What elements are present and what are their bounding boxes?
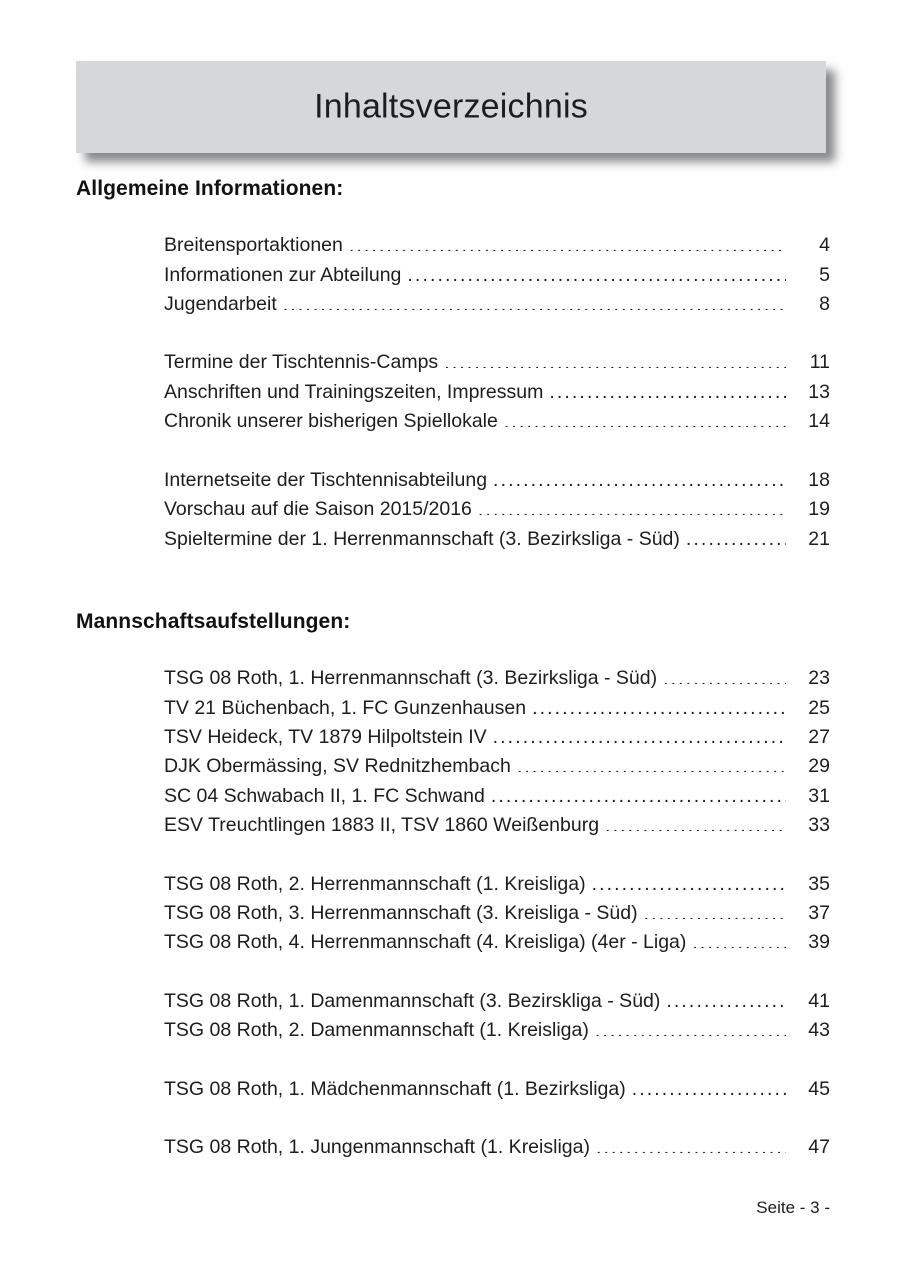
footer-page-number: Seite - 3 - — [756, 1198, 830, 1217]
toc-entry-page-number: 39 — [808, 931, 830, 954]
dot-leader — [407, 261, 786, 281]
dot-leader — [493, 723, 786, 743]
dot-leader — [444, 349, 786, 369]
toc-entry-page-number: 29 — [808, 755, 830, 778]
toc-entry-page-number: 43 — [808, 1019, 830, 1042]
dot-leader — [605, 812, 786, 832]
toc-entry[interactable] — [164, 378, 830, 407]
heading-spacer — [0, 635, 905, 664]
toc-entry-group — [0, 231, 905, 319]
toc-entry[interactable] — [164, 987, 830, 1016]
toc-entry-page-number: 35 — [808, 872, 830, 895]
dot-leader — [283, 291, 786, 311]
toc-entry-title: Spieltermine der 1. Herrenmannschaft (3. Bezirksliga - Süd) — [164, 527, 680, 550]
toc-entry-page-number: 21 — [808, 527, 830, 550]
toc-entry-page-number: 31 — [808, 784, 830, 807]
section-heading: Allgemeine Informationen: — [76, 177, 344, 200]
dot-leader — [532, 694, 786, 714]
toc-entry-title: Breitensportaktionen — [164, 234, 343, 257]
section-spacer — [0, 554, 905, 609]
heading-spacer — [0, 202, 905, 231]
toc-entry-page-number: 19 — [808, 498, 830, 521]
toc-entry-title: TSG 08 Roth, 4. Herrenmannschaft (4. Kreisliga) (4er - Liga) — [164, 931, 687, 954]
toc-content — [0, 176, 905, 1162]
toc-entry-title: Jugendarbeit — [164, 293, 277, 316]
toc-entry-group — [0, 1133, 905, 1162]
toc-entry-page-number: 33 — [808, 814, 830, 837]
dot-leader — [666, 987, 786, 1007]
toc-entry-page-number: 5 — [819, 263, 830, 286]
dot-leader — [349, 232, 786, 252]
group-spacer — [0, 1104, 905, 1133]
toc-entry-group — [0, 466, 905, 554]
dot-leader — [692, 929, 786, 949]
toc-entry[interactable] — [164, 782, 830, 811]
toc-entry-title: TSG 08 Roth, 1. Mädchenmannschaft (1. Bezirksliga) — [164, 1077, 626, 1100]
dot-leader — [595, 1017, 786, 1037]
toc-entry-title: TSG 08 Roth, 3. Herrenmannschaft (3. Kreisliga - Süd) — [164, 902, 638, 924]
group-spacer — [0, 958, 905, 987]
toc-entry-title: Chronik unserer bisherigen Spiellokale — [164, 410, 498, 433]
toc-entry-title: Termine der Tischtennis-Camps — [164, 351, 439, 374]
toc-entry[interactable] — [164, 495, 830, 524]
dot-leader — [493, 466, 786, 486]
toc-entry-page-number: 18 — [808, 468, 830, 491]
toc-entry[interactable] — [164, 811, 830, 840]
toc-entry-title: TSG 08 Roth, 1. Jungenmannschaft (1. Kreisliga) — [164, 1136, 590, 1159]
title-banner — [76, 61, 826, 153]
toc-entry[interactable] — [164, 407, 830, 436]
group-spacer — [0, 1046, 905, 1075]
toc-entry-group — [0, 664, 905, 840]
dot-leader — [686, 525, 786, 545]
toc-entry-page-number: 8 — [819, 293, 830, 316]
toc-entry-page-number: 25 — [808, 696, 830, 719]
toc-entry[interactable] — [164, 694, 830, 723]
toc-entry[interactable] — [164, 664, 830, 693]
toc-entry-title: Internetseite der Tischtennisabteilung — [164, 468, 488, 491]
toc-entry[interactable] — [164, 928, 830, 957]
toc-entry-page-number: 45 — [808, 1077, 830, 1100]
toc-entry-group — [0, 870, 905, 958]
toc-entry-title: Informationen zur Abteilung — [164, 263, 402, 286]
toc-entry[interactable] — [164, 752, 830, 781]
dot-leader — [517, 753, 786, 773]
dot-leader — [504, 408, 786, 428]
page-title: Inhaltsverzeichnis — [314, 87, 588, 126]
toc-entry-page-number: 14 — [808, 410, 830, 433]
dot-leader — [549, 378, 786, 398]
dot-leader — [596, 1134, 786, 1154]
toc-entry[interactable] — [164, 231, 830, 260]
section-heading: Mannschaftsaufstellungen: — [76, 609, 351, 633]
toc-entry[interactable] — [164, 466, 830, 495]
toc-entry-title: TSV Heideck, TV 1879 Hilpoltstein IV — [164, 725, 487, 748]
toc-entry-page-number: 27 — [808, 725, 830, 748]
toc-entry-title: DJK Obermässing, SV Rednitzhembach — [164, 755, 511, 778]
toc-entry[interactable] — [164, 348, 830, 377]
toc-entry-page-number: 13 — [808, 380, 830, 403]
dot-leader — [478, 496, 786, 516]
toc-entry[interactable] — [164, 723, 830, 752]
toc-entry-page-number: 47 — [808, 1136, 830, 1159]
toc-entry[interactable] — [164, 525, 830, 554]
toc-entry-title: Anschriften und Trainingszeiten, Impressum — [164, 380, 544, 403]
toc-entry[interactable] — [164, 899, 830, 928]
toc-entry[interactable] — [164, 290, 830, 319]
toc-entry-title: TSG 08 Roth, 2. Damenmannschaft (1. Kreisliga) — [164, 1019, 589, 1042]
toc-entry[interactable] — [164, 1016, 830, 1045]
dot-leader — [632, 1075, 786, 1095]
toc-entry-group — [0, 987, 905, 1046]
toc-entry-title: SC 04 Schwabach II, 1. FC Schwand — [164, 784, 485, 807]
toc-entry-group — [0, 348, 905, 436]
group-spacer — [0, 319, 905, 348]
toc-entry-title: TV 21 Büchenbach, 1. FC Gunzenhausen — [164, 696, 527, 719]
toc-entry-title: ESV Treuchtlingen 1883 II, TSV 1860 Weißenburg — [164, 814, 600, 837]
toc-entry-title: TSG 08 Roth, 2. Herrenmannschaft (1. Kreisliga) — [164, 872, 586, 895]
toc-entry[interactable] — [164, 261, 830, 290]
toc-entry[interactable] — [164, 870, 830, 899]
dot-leader — [592, 870, 786, 890]
toc-entry-title: TSG 08 Roth, 1. Herrenmannschaft (3. Bezirksliga - Süd) — [164, 667, 658, 690]
toc-entry[interactable] — [164, 1133, 830, 1162]
toc-entry-title: TSG 08 Roth, 1. Damenmannschaft (3. Bezirskliga - Süd) — [164, 989, 661, 1012]
toc-entry-page-number: 23 — [808, 667, 830, 690]
dot-leader — [644, 900, 786, 920]
dot-leader — [663, 665, 786, 685]
group-spacer — [0, 841, 905, 870]
group-spacer — [0, 437, 905, 466]
toc-entry-page-number: 37 — [808, 902, 830, 924]
dot-leader — [491, 782, 786, 802]
toc-entry-group — [0, 1075, 905, 1104]
toc-entry-title: Vorschau auf die Saison 2015/2016 — [164, 498, 472, 521]
toc-entry-page-number: 11 — [809, 351, 830, 374]
toc-entry-page-number: 4 — [819, 234, 830, 257]
toc-entry[interactable] — [164, 1075, 830, 1104]
toc-entry-page-number: 41 — [808, 989, 830, 1012]
